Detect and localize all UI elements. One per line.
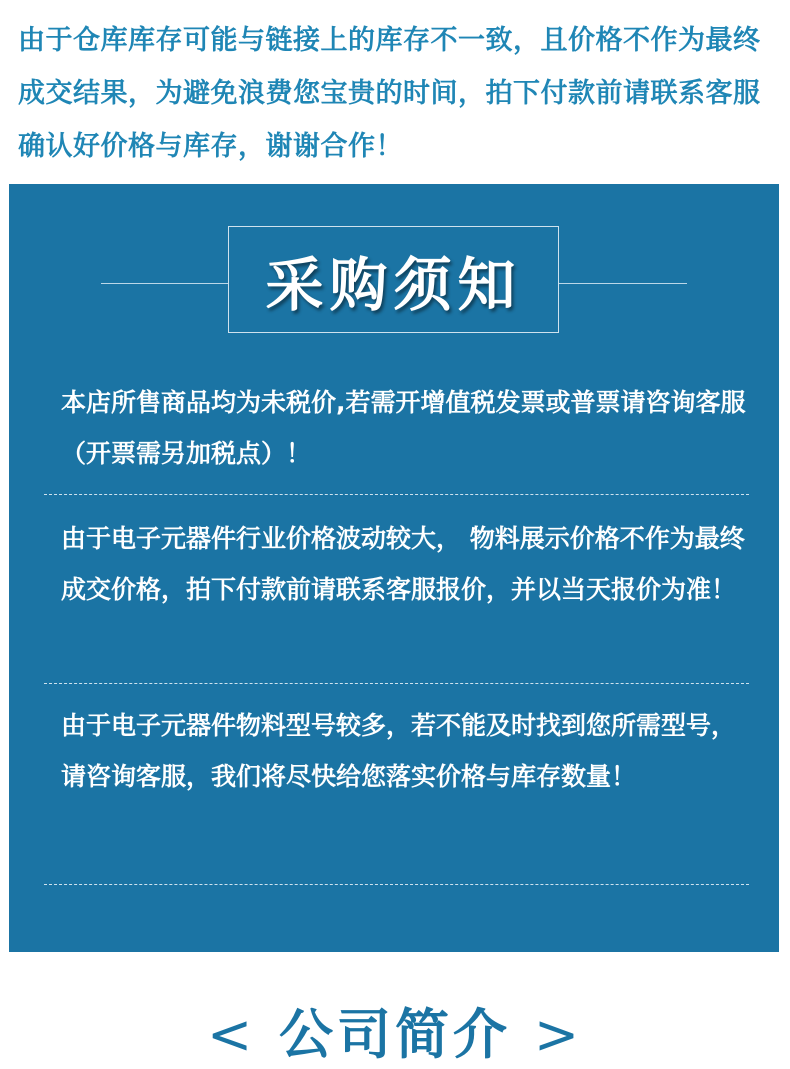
- purchase-notice-panel: [9, 184, 779, 952]
- heading-left-bracket: <: [206, 1003, 257, 1066]
- heading-text: 公司简介: [279, 1003, 511, 1066]
- title-divider-right: [559, 283, 687, 284]
- panel-title: 采购须知: [265, 250, 522, 319]
- notice-paragraph-price: 由于电子元器件行业价格波动较大， 物料展示价格不作为最终成交价格，拍下付款前请联系客服报价，并以当天报价为准！: [61, 524, 745, 604]
- notice-paragraph-tax: 本店所售商品均为未税价,若需开增值税发票或普票请咨询客服（开票需另加税点）！: [61, 388, 746, 468]
- top-notice-text: 由于仓库库存可能与链接上的库存不一致，且价格不作为最终成交结果，为避免浪费您宝贵的时间，拍下付款前请联系客服确认好价格与库存，谢谢合作！: [18, 25, 761, 162]
- panel-title-box: [228, 226, 559, 333]
- company-intro-heading: [0, 992, 790, 1069]
- heading-right-bracket: >: [533, 1003, 584, 1066]
- dashed-divider: [44, 683, 749, 684]
- dashed-divider: [44, 494, 749, 495]
- dashed-divider: [44, 884, 749, 885]
- notice-paragraph-stock: 由于电子元器件物料型号较多，若不能及时找到您所需型号，请咨询客服，我们将尽快给您落实价格与库存数量！: [61, 711, 737, 791]
- title-divider-left: [101, 283, 229, 284]
